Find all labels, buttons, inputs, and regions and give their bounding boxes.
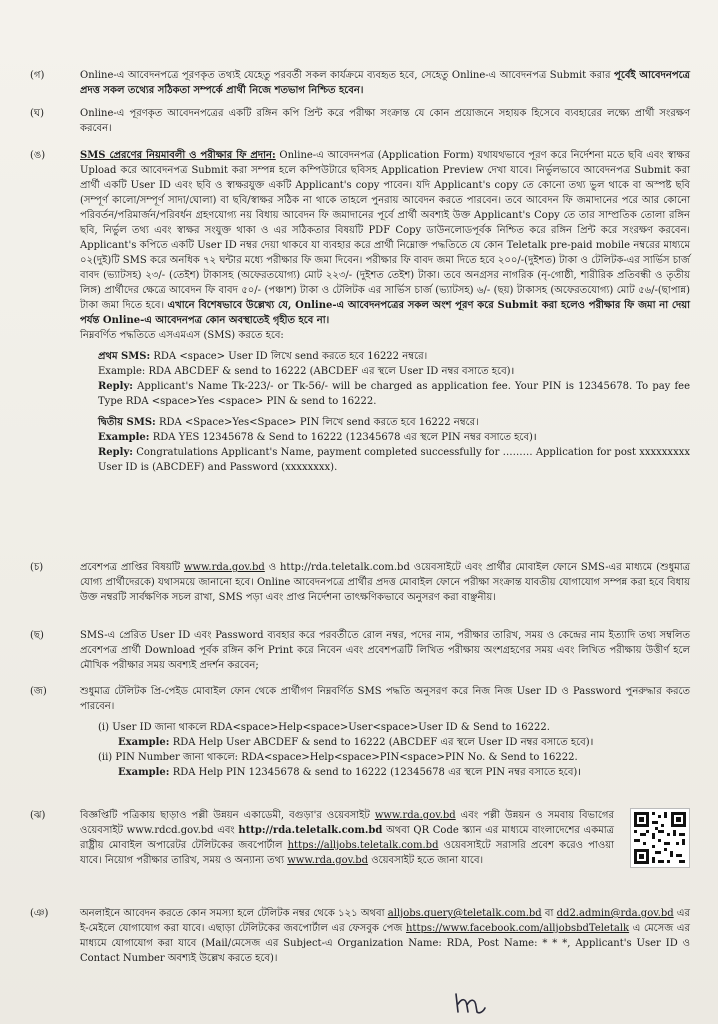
reply-text: Applicant's Name Tk-223/- or Tk-56/- will be charged as application fee. Your PIN is 12345678. To pay fee Type RDA <space>Yes <space> PIN & send to 16222. [98, 381, 690, 407]
section-text: এবং পল্লী উন্নয়ন ও সমবায় বিভাগের ওয়েবসাইট www.rdcd.gov.bd এবং [80, 810, 614, 836]
section-text: ওয়েবসাইট হতে জানা যাবে। [371, 855, 484, 866]
reply-label: Reply: [98, 381, 133, 392]
section-marker: (চ) [30, 562, 44, 573]
item-marker: (i) [98, 722, 110, 733]
section-marker: (ঞ) [30, 908, 49, 919]
section-marker: (ঘ) [30, 108, 44, 119]
example-text: RDA Help User ABCDEF & send to 16222 (ABCDEF এর স্থলে User ID নম্বর বসাতে হবে)। [172, 737, 594, 748]
section-title: SMS প্রেরণের নিয়মাবলী ও পরীক্ষার ফি প্রদান: [80, 150, 276, 161]
rda-website-link[interactable]: www.rda.gov.bd [287, 855, 369, 866]
section-bold-text: পূর্বেই আবেদনপত্রে প্রদত্ত সকল তথ্যের সঠিকতা সম্পর্কে প্রার্থী নিজে শতভাগ নিশ্চিত হবেন। [80, 70, 690, 96]
section-ch [30, 560, 690, 605]
section-text: অথবা QR Code স্ক্যান এর মাধ্যমে বাংলাদেশের একমাত্র রাষ্ট্রীয় মোবাইল অপারেটর টেলিটকের জবপোর্টাল [80, 825, 614, 851]
section-marker: (জ) [30, 686, 47, 697]
teletalk-website-link[interactable]: http://rda.teletalk.com.bd [238, 825, 383, 836]
first-sms-block [98, 349, 690, 409]
section-g [30, 68, 690, 98]
section-marker: (ছ) [30, 630, 44, 641]
alljobs-website-link[interactable]: https://alljobs.teletalk.com.bd [287, 840, 439, 851]
section-text: Online-এ আবেদনপত্রে পূরণকৃত তথ্যই যেহেতু পরবর্তী সকল কার্যক্রমে ব্যবহৃত হবে, সেহেতু Online-এ আবেদনপত্র Submit করার [80, 70, 611, 81]
recovery-item-ii [98, 750, 690, 780]
reply-text: Congratulations Applicant's Name, payment completed successfully for ……… Application for post xxxxxxxxx User ID is (ABCDEF) and Password (xxxxxxxx). [98, 447, 690, 473]
section-text: এর ই-মেইলে যোগাযোগ করা যাবে। এছাড়া টেলিটকের জবপোর্টাল এর ফেসবুক পেজ [80, 908, 691, 934]
alljobs-query-email-link[interactable]: alljobs.query@teletalk.com.bd [387, 908, 542, 919]
qr-code-icon[interactable] [630, 808, 690, 868]
example-label: Example: [98, 366, 146, 377]
handwritten-signature [452, 990, 492, 1022]
section-nio [30, 906, 690, 966]
item-text: User ID জানা থাকলে RDA<space>Help<space>User<space>User ID & Send to 16222. [112, 722, 550, 733]
item-text: PIN Number জানা থাকলে: RDA<space>Help<space>PIN<space>PIN No. & Send to 16222. [115, 752, 578, 763]
section-marker: (ঝ) [30, 810, 46, 821]
facebook-page-link[interactable]: https://www.facebook.com/alljobsbdTeletalk [405, 923, 630, 934]
section-gh [30, 106, 690, 136]
section-j [30, 684, 690, 780]
section-text: ওয়েবসাইটে সরাসরি প্রবেশ করেও পাওয়া যাবে। নিয়োগ পরীক্ষার তারিখ, সময় ও অন্যান্য তথ্য [80, 840, 614, 866]
reply-label: Reply: [98, 447, 133, 458]
example-text: RDA ABCDEF & send to 16222 (ABCDEF এর স্থলে User ID নম্বর বসাতে হবে)। [148, 366, 515, 377]
section-marker: (গ) [30, 70, 45, 81]
section-text: ও http://rda.teletalk.com.bd ওয়েবসাইটে এবং প্রার্থীর মোবাইল ফোনে SMS-এর মাধ্যমে (শুধুমাত্র যোগ্য প্রার্থীদেরকে) যথাসময়ে জানানো হবে। Online আবেদনপত্রে প্রার্থীর প্রদত্ত মোবাইল ফোনে পরীক্ষা সংক্রান্ত যাবতীয় যোগাযোগ সম্পন্ন করা হবে বিধায় উক্ত নম্বরটি সার্বক্ষণিক সচল রাখা, SMS পড়া এবং প্রাপ্ত নির্দেশনা তাৎক্ষণিকভাবে অনুসরণ করা বাঞ্ছনীয়। [80, 562, 690, 603]
section-marker: (ঙ) [30, 150, 46, 161]
sms-rules-bold-note: এখানে বিশেষভাবে উল্লেখ্য যে, Online-এ আবেদনপত্রের সকল অংশ পূরণ করে Submit করা হলেও পরীক্ষার ফি জমা না দেয়া পর্যন্ত Online-এ আবেদনপত্র কোন অবস্থাতেই গৃহীত হবে না। [80, 300, 690, 326]
section-text: শুধুমাত্র টেলিটক প্রি-পেইড মোবাইল ফোন থেকে প্রার্থীগণ নিম্নবর্ণিত SMS পদ্ধতি অনুসরণ করে নিজ নিজ User ID ও Password পুনরুদ্ধার করতে পারবেন। [80, 686, 690, 712]
first-sms-text: RDA <space> User ID লিখে send করতে হবে 16222 নম্বরে। [153, 351, 428, 362]
example-text: RDA Help PIN 12345678 & send to 16222 (12345678 এর স্থলে PIN নম্বর বসাতে হবে)। [172, 767, 582, 778]
rda-website-link[interactable]: www.rda.gov.bd [374, 810, 456, 821]
item-marker: (ii) [98, 752, 113, 763]
rda-website-link[interactable]: www.rda.gov.bd [183, 562, 265, 573]
section-text: বা [544, 908, 554, 919]
section-text: Online-এ পূরণকৃত আবেদনপত্রের একটি রঙ্গিন কপি প্রিন্ট করে পরীক্ষা সংক্রান্ত যে কোন প্রয়োজনে সহায়ক হিসেবে ব্যবহারের লক্ষ্যে প্রার্থী সংরক্ষণ করবেন। [80, 108, 690, 134]
section-text: এ মেসেজ এর মাধ্যমে যোগাযোগ করা যাবে (Mail/মেসেজ এর Subject-এ Organization Name: RDA, Post Name: * * *, Applicant's User ID ও Contact Number অবশ্যই উল্লেখ করতে হবে)। [80, 923, 690, 964]
second-sms-label: দ্বিতীয় SMS: [98, 417, 156, 428]
section-text: বিজ্ঞপ্তিটি পত্রিকায় ছাড়াও পল্লী উন্নয়ন একাডেমী, বগুড়া'র ওয়েবসাইট [80, 810, 370, 821]
section-jh [30, 808, 690, 868]
section-text: প্রবেশপত্র প্রাপ্তির বিষয়টি [80, 562, 181, 573]
second-sms-block [98, 415, 690, 475]
example-text: RDA YES 12345678 & Send to 16222 (12345678 এর স্থলে PIN নম্বর বসাতে হবে)। [152, 432, 537, 443]
recovery-item-i [98, 720, 690, 750]
example-label: Example: [98, 432, 150, 443]
first-sms-label: প্রথম SMS: [98, 351, 151, 362]
second-sms-text: RDA <Space>Yes<Space> PIN লিখে send করতে হবে 16222 নম্বরে। [158, 417, 479, 428]
sms-rules-paragraph: Online-এ আবেদনপত্র (Application Form) যথাযথভাবে পূরণ করে নির্দেশনা মতে ছবি এবং স্বাক্ষর Upload করে আবেদনপত্র Submit করা সম্পন্ন হলে কম্পিউটারে ছবিসহ Application Preview দেখা যাবে। নির্ভুলভাবে আবেদনপত্র Submit করা প্রার্থী একটি User ID এবং ছবি ও স্বাক্ষরযুক্ত একটি Applicant's copy পাবেন। যদি Applicant's copy তে কোনো তথ্য ভুল থাকে বা অস্পষ্ট ছবি (সম্পূর্ণ কালো/সম্পূর্ণ সাদা/ঘোলা) বা ছবি/স্বাক্ষর সঠিক না থাকে তাহলে পুনরায় আবেদন করতে পারবেন। তবে আবেদন ফি জমাদানের পরে আর কোনো পরিবর্তন/পরিমার্জন/পরিবর্ধন গ্রহণযোগ্য নয় বিধায় আবেদন ফি জমাদানের পূর্বে প্রার্থী অবশ্যই উক্ত Applicant's Copy তে তার সাম্প্রতিক তোলা রঙ্গিন ছবি, নির্ভুল তথ্য এবং স্বাক্ষর সংযুক্ত থাকা ও এর সঠিকতার বিষয়টি PDF Copy ডাউনলোডপূর্বক নিশ্চিত করে রঙ্গিন প্রিন্ট করে সংরক্ষণ করবেন। Applicant's কপিতে একটি User ID নম্বর দেয়া থাকবে যা ব্যবহার করে প্রার্থী নিম্নোক্ত পদ্ধতিতে যে কোন Teletalk pre-paid mobile নম্বরের মাধ্যমে ০২(দুই)টি SMS করে অনধিক ৭২ ঘন্টার মধ্যে পরীক্ষার ফি জমা দিবেন। পরীক্ষার ফি বাবদ জমা দিতে হবে ২০০/-(দুইশত) টাকা ও টেলিটক-এর সার্ভিস চার্জ বাবদ (ভ্যাটসহ) ২৩/- (তেইশ) টাকাসহ (অফেরতযোগ্য) মোট ২২৩/- (দুইশত তেইশ) টাকা। তবে অনগ্রসর নাগরিক (নৃ-গোষ্ঠী, শারীরিক প্রতিবন্ধী ও তৃতীয় লিঙ্গ) প্রার্থীদের ক্ষেত্রে আবেদন ফি বাবদ ৫০/- (পঞ্চাশ) টাকা ও টেলিটক এর সার্ভিস চার্জ (ভ্যাটসহ) ৬/- (ছয়) টাকাসহ (অফেরতযোগ্য) মোট ৫৬/-(ছাপান্ন) টাকা জমা দিতে হবে। [80, 150, 691, 311]
section-chh [30, 628, 690, 673]
rda-admin-email-link[interactable]: dd2.admin@rda.gov.bd [556, 908, 674, 919]
example-label: Example: [118, 737, 170, 748]
section-text: SMS-এ প্রেরিত User ID এবং Password ব্যবহার করে পরবর্তীতে রোল নম্বর, পদের নাম, পরীক্ষার তারিখ, সময় ও কেন্দ্রের নাম ইত্যাদি তথ্য সম্বলিত প্রবেশপত্র প্রার্থী Download পূর্বক রঙ্গিন কপি Print করে নিবেন এবং প্রবেশপত্রটি লিখিত পরীক্ষায় অংশগ্রহণের সময় এবং লিখিত পরীক্ষায় উত্তীর্ণ হলে মৌখিক পরীক্ষার সময় অবশ্যই প্রদর্শন করবেন; [80, 630, 690, 671]
section-text: অনলাইনে আবেদন করতে কোন সমস্যা হলে টেলিটক নম্বর থেকে ১২১ অথবা [80, 908, 385, 919]
example-label: Example: [118, 767, 170, 778]
section-ng [30, 148, 690, 475]
sms-method-intro: নিম্নবর্ণিত পদ্ধতিতে এসএমএস (SMS) করতে হবে: [80, 330, 284, 341]
